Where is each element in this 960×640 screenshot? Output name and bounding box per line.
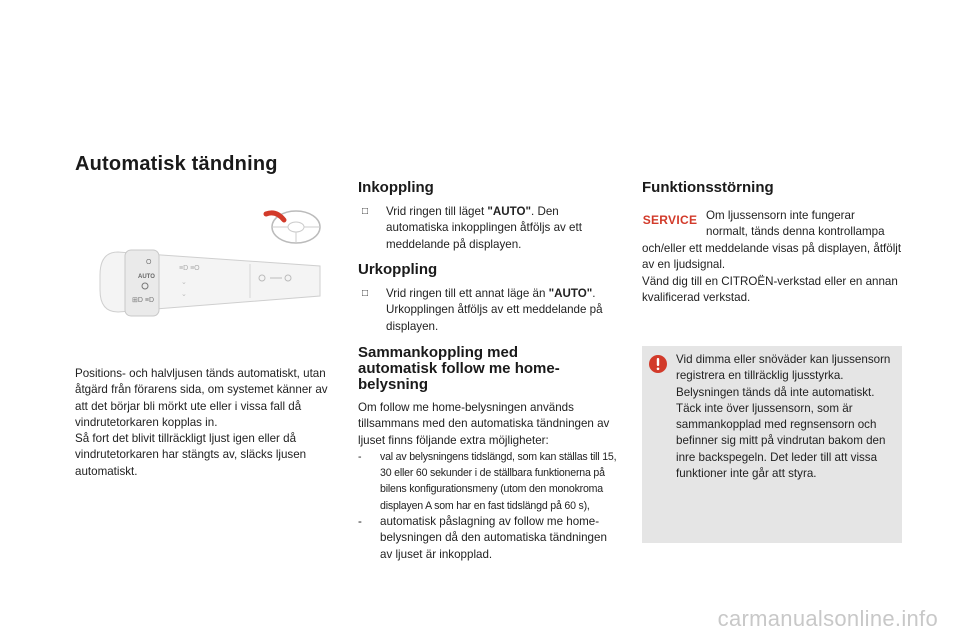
- inkoppling-title: Inkoppling: [358, 179, 434, 196]
- warning-text-1: Vid dimma eller snöväder kan ljussensorn registrera en tillräcklig ljusstyrka. Belysningen tänds då inte automatiskt.: [676, 353, 891, 399]
- warning-icon: [648, 354, 668, 374]
- funktionsstorning-body: [642, 241, 904, 306]
- auto-label: AUTO: [138, 274, 155, 280]
- urkoppling-text-before: Vrid ringen till ett annat läge än: [386, 287, 549, 300]
- list-item: - automatisk påslagning av follow me home-belysningen då den automatiska tändningen av ljuset är inkopplad.: [358, 514, 620, 563]
- svg-text:⊞D ≡D: ⊞D ≡D: [132, 297, 155, 304]
- light-switch-illustration: [80, 200, 340, 330]
- steering-wheel-icon: [266, 211, 320, 243]
- auto-light-description: Positions- och halvljusen tänds automatiskt, utan åtgärd från förarens sida, om systemet känner av att det börjar bli mörkt ute eller i vissa fall då vindrutetorkaren kopplas in.: [75, 367, 328, 429]
- stalk-svg: [80, 200, 340, 330]
- inkoppling-text-after: . Den automatiska inkopplingen åtföljs av ett meddelande på displayen.: [386, 205, 582, 251]
- funktion-line1: Om ljussensorn inte fungerar: [706, 209, 855, 222]
- svg-text:≡D ≡O: ≡D ≡O: [179, 265, 200, 272]
- service-warning-lamp-icon: [642, 210, 698, 230]
- left-paragraph: [75, 366, 330, 480]
- watermark: carmanualsonline.info: [717, 606, 938, 631]
- funktionsstorning-intro: [706, 208, 906, 241]
- urkoppling-auto-bold: "AUTO": [548, 287, 593, 300]
- sammankoppling-title-line1: Sammankoppling med: [358, 344, 519, 361]
- urkoppling-title: Urkoppling: [358, 261, 438, 278]
- urkoppling-text-after: . Urkopplingen åtföljs av ett meddelande på displayen.: [386, 287, 603, 333]
- list-item-text: automatisk påslagning av follow me home-belysningen då den automatiska tändningen av ljuset är inkopplad.: [380, 515, 607, 561]
- inkoppling-auto-bold: "AUTO": [487, 205, 532, 218]
- svg-text:⌄: ⌄: [181, 279, 187, 286]
- inkoppling-bullet: [358, 204, 616, 253]
- auto-light-off-description: Så fort det blivit tillräckligt ljust igen eller då vindrutetorkaren har stängts av, släcks ljusen automatiskt.: [75, 432, 307, 478]
- urkoppling-bullet: [358, 286, 616, 335]
- warning-text-2: Täck inte över ljussensorn, som är sammankopplad med regnsensorn och befinner sig mitt på vindrutan bakom den inre backspegeln. Det leder till att vissa funktioner inte går att styra.: [676, 401, 886, 481]
- sammankoppling-body: [358, 400, 620, 563]
- sammankoppling-title-line2: automatisk follow me home-: [358, 360, 560, 377]
- funktionsstorning-title: Funktionsstörning: [642, 179, 774, 196]
- funktion-rest2: Vänd dig till en CITROËN-verkstad eller en annan kvalificerad verkstad.: [642, 274, 898, 304]
- list-item-text: val av belysningens tidslängd, som kan ställas till 15, 30 eller 60 sekunder i de ställbara funktionerna på bilens konfigurationsmeny (utom den monokroma displayen A som har en fast tidslängd på 60 s),: [380, 450, 617, 512]
- checkbox-bullet-icon: □: [362, 206, 369, 217]
- sammankoppling-title-line3: belysning: [358, 376, 429, 393]
- funktion-rest: och/eller ett meddelande visas på displayen, åtföljt av en ljudsignal.: [642, 242, 902, 272]
- stalk-body: [100, 250, 320, 316]
- page-title: Automatisk tändning: [75, 153, 278, 175]
- svg-text:O: O: [146, 259, 152, 266]
- funktion-line2: normalt, tänds denna kontrollampa: [706, 225, 885, 239]
- sammankoppling-title: [358, 345, 560, 393]
- checkbox-bullet-icon: □: [362, 288, 369, 299]
- sammankoppling-intro: Om follow me home-belysningen används tillsammans med den automatiska tändningen av ljuset finns följande extra möjligheter:: [358, 401, 610, 447]
- svg-text:⌄: ⌄: [181, 291, 187, 298]
- list-item: - val av belysningens tidslängd, som kan ställas till 15, 30 eller 60 sekunder i de ställbara funktionerna på bilens konfigurationsmeny (utom den monokroma displayen A som har en fast tidslängd på 60 s),: [358, 449, 620, 514]
- service-badge-label: SERVICE: [642, 213, 698, 227]
- warning-text: [676, 352, 896, 482]
- inkoppling-text-before: Vrid ringen till läget: [386, 205, 488, 218]
